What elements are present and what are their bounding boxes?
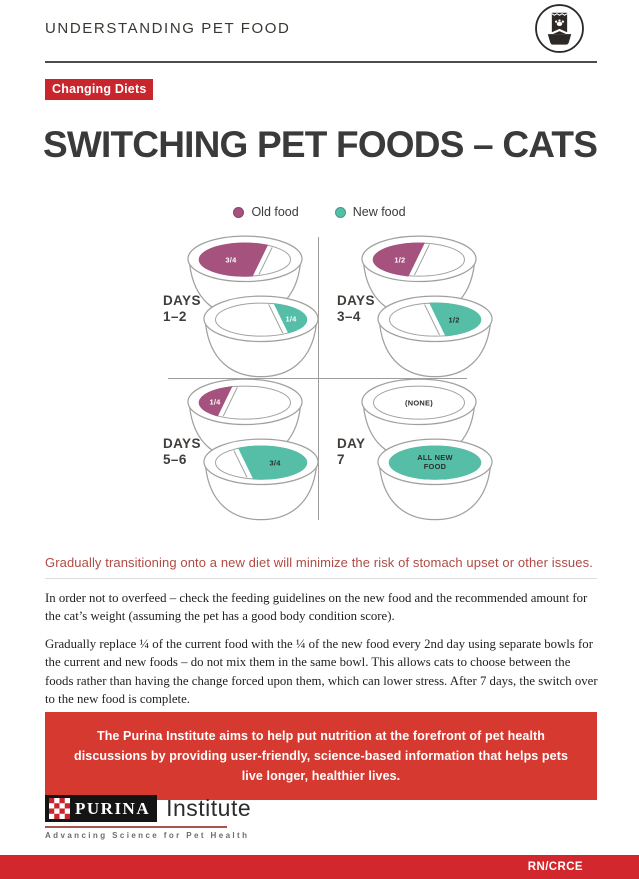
bottom-bowl [199, 437, 323, 528]
svg-text:FOOD: FOOD [423, 462, 447, 472]
bowl-new-food [373, 294, 497, 380]
bowl-new-food [199, 437, 323, 523]
purina-institute-logo [45, 795, 251, 840]
svg-text:1/4: 1/4 [285, 314, 297, 324]
logo-underline [45, 826, 227, 828]
old-food-dot-icon [233, 207, 244, 218]
quadrant-days-1-2 [79, 237, 319, 379]
bottom-bowl [199, 294, 323, 385]
legend-label: New food [352, 205, 406, 219]
paragraph: Gradually replace ¼ of the current food with the ¼ of the new food every 2nd day using separate bowls for the current and new foods – do not mix them in the same bowl. This allows cats to choose between the foods rather than having the change forced upon them, which can lower stress. After 7 days, the switch over to the new food is complete. [45, 636, 598, 707]
text-divider [45, 578, 597, 579]
highlight-sentence: Gradually transitioning onto a new diet will minimize the risk of stomach upset or other issues. [45, 555, 593, 570]
brand-suffix: Institute [166, 795, 252, 821]
bottom-bowl [373, 294, 497, 385]
page-title: SWITCHING PET FOODS – CATS [43, 124, 598, 165]
svg-text:1/2: 1/2 [394, 255, 406, 265]
day-range-label: DAYS 3–4 [337, 293, 375, 324]
svg-text:(NONE): (NONE) [405, 398, 433, 408]
brand-tagline: Advancing Science for Pet Health [45, 831, 250, 840]
svg-text:1/2: 1/2 [448, 315, 460, 325]
purina-checkerboard-icon [49, 798, 70, 819]
svg-text:3/4: 3/4 [269, 458, 281, 468]
header-divider [45, 61, 597, 63]
svg-text:1/4: 1/4 [209, 397, 221, 407]
day-range-label: DAYS 1–2 [163, 293, 201, 324]
legend-item-new-food [335, 205, 406, 219]
brand-name: PURINA [75, 798, 151, 818]
purina-institute-info-box: The Purina Institute aims to help put nutrition at the forefront of pet health discussions by providing user-friendly, science-based information that helps pets live longer, healthier lives. [45, 712, 597, 800]
quadrant-days-5-6 [79, 380, 319, 522]
bowl-new-food [373, 437, 497, 523]
day-range-label: DAYS 5–6 [163, 436, 201, 467]
legend [0, 205, 639, 219]
document-code: RN/CRCE [527, 861, 583, 873]
bottom-bowl [373, 437, 497, 528]
footer-bar [0, 855, 639, 879]
legend-label: Old food [251, 205, 299, 219]
quadrant-days-3-4 [321, 237, 561, 379]
svg-text:3/4: 3/4 [225, 255, 237, 265]
bowl-new-food [199, 294, 323, 380]
purina-logo-box [45, 795, 157, 822]
section-badge: Changing Diets [45, 79, 153, 100]
legend-item-old-food [233, 205, 298, 219]
svg-text:ALL NEW: ALL NEW [417, 453, 453, 463]
new-food-dot-icon [335, 207, 346, 218]
paragraph: In order not to overfeed – check the feeding guidelines on the new food and the recommended amount for the cat’s weight (assuming the pet has a good body condition score). [45, 591, 588, 624]
transition-diagram [79, 237, 561, 522]
day-range-label: DAY 7 [337, 436, 366, 467]
pet-food-bag-and-bowl-icon [534, 3, 585, 54]
header-title: UNDERSTANDING PET FOOD [45, 20, 291, 37]
quadrant-day-7 [321, 380, 561, 522]
